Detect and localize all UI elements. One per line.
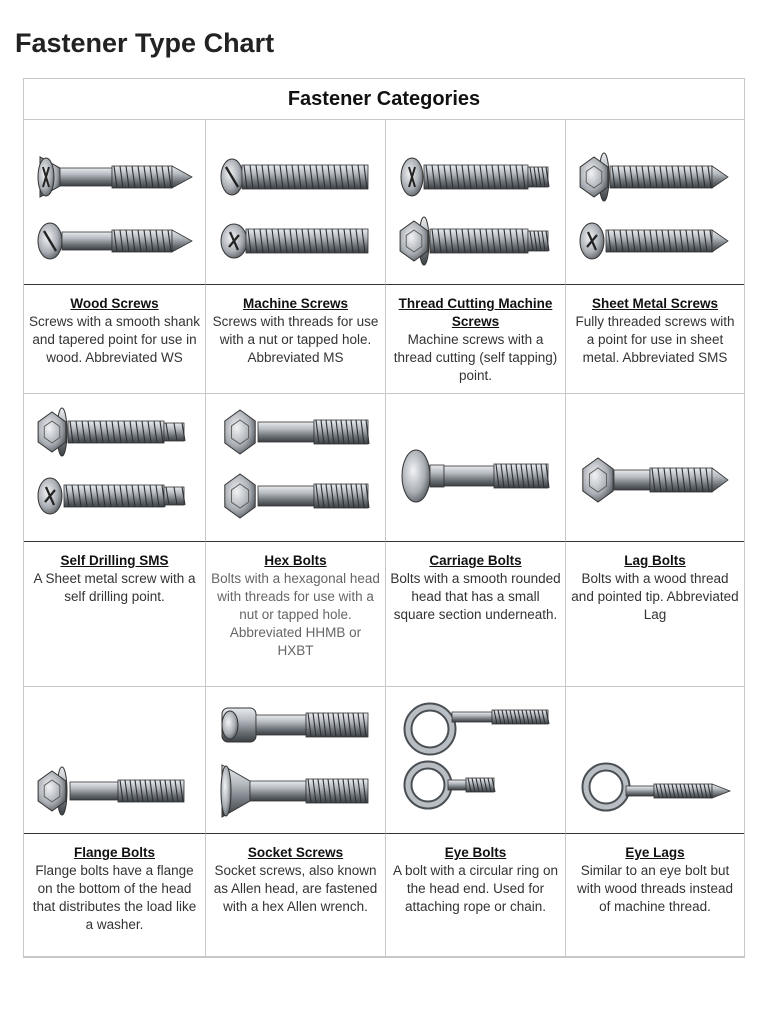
fastener-illustration bbox=[386, 687, 566, 833]
fastener-illustration bbox=[24, 687, 206, 833]
fastener-image-hex-bolts bbox=[206, 394, 386, 541]
fastener-illustration bbox=[566, 687, 744, 833]
fastener-description: Flange bolts have a flange on the bottom of the head that distributes the load like a washer. bbox=[32, 863, 197, 932]
fastener-card bbox=[566, 541, 744, 687]
fastener-description: Bolts with a wood thread and pointed tip. Abbreviated Lag bbox=[571, 571, 739, 622]
table-header: Fastener Categories bbox=[24, 79, 744, 120]
fastener-description: A bolt with a circular ring on the head end. Used for attaching rope or chain. bbox=[392, 863, 559, 914]
fastener-card bbox=[206, 833, 386, 957]
fastener-name: Carriage Bolts bbox=[429, 553, 522, 568]
fastener-illustration bbox=[386, 394, 566, 541]
fastener-image-flange-bolts bbox=[24, 687, 206, 833]
fastener-name: Thread Cutting Machine Screws bbox=[398, 296, 553, 329]
fastener-image-carriage-bolts bbox=[386, 394, 566, 541]
fastener-illustration bbox=[566, 119, 744, 284]
fastener-image-self-drilling-sms bbox=[24, 394, 206, 541]
fastener-name: Flange Bolts bbox=[73, 845, 155, 860]
fastener-grid bbox=[24, 119, 744, 957]
fastener-name: Self Drilling SMS bbox=[60, 553, 169, 568]
fastener-name: Machine Screws bbox=[242, 296, 349, 311]
fastener-name: Eye Bolts bbox=[444, 845, 507, 860]
fastener-name: Eye Lags bbox=[625, 845, 685, 860]
fastener-description: Bolts with a hexagonal head with threads for use with a nut or tapped hole. Abbreviated HHMB or HXBT bbox=[211, 571, 380, 658]
fastener-card bbox=[24, 541, 206, 687]
fastener-description: Similar to an eye bolt but with wood threads instead of machine thread. bbox=[576, 863, 734, 914]
fastener-image-wood-screws bbox=[24, 119, 206, 284]
page-title: Fastener Type Chart bbox=[15, 28, 275, 58]
fastener-image-eye-bolts bbox=[386, 687, 566, 833]
fastener-description: Screws with a smooth shank and tapered point for use in wood. Abbreviated WS bbox=[28, 314, 201, 365]
fastener-description: A Sheet metal screw with a self drilling point. bbox=[33, 571, 196, 604]
fastener-image-machine-screws bbox=[206, 119, 386, 284]
fastener-description: Machine screws with a thread cutting (self tapping) point. bbox=[393, 332, 558, 383]
fastener-name: Wood Screws bbox=[70, 296, 159, 311]
fastener-description: Screws with threads for use with a nut or tapped hole. Abbreviated MS bbox=[212, 314, 379, 365]
fastener-illustration bbox=[24, 394, 206, 541]
fastener-card bbox=[386, 541, 566, 687]
fastener-card bbox=[24, 833, 206, 957]
fastener-name: Sheet Metal Screws bbox=[591, 296, 719, 311]
fastener-name: Hex Bolts bbox=[264, 553, 327, 568]
fastener-name: Socket Screws bbox=[247, 845, 344, 860]
fastener-image-thread-cutting-machine-screws bbox=[386, 119, 566, 284]
fastener-name: Lag Bolts bbox=[624, 553, 686, 568]
fastener-card bbox=[24, 284, 206, 394]
fastener-image-eye-lags bbox=[566, 687, 744, 833]
fastener-illustration bbox=[206, 687, 386, 833]
fastener-card bbox=[566, 284, 744, 394]
fastener-description: Fully threaded screws with a point for use in sheet metal. Abbreviated SMS bbox=[575, 314, 735, 365]
fastener-card bbox=[386, 284, 566, 394]
fastener-image-sheet-metal-screws bbox=[566, 119, 744, 284]
fastener-description: Bolts with a smooth rounded head that has a small square section underneath. bbox=[390, 571, 561, 622]
fastener-illustration bbox=[566, 394, 744, 541]
fastener-chart-table bbox=[23, 78, 745, 958]
fastener-image-socket-screws bbox=[206, 687, 386, 833]
fastener-image-lag-bolts bbox=[566, 394, 744, 541]
fastener-card bbox=[206, 284, 386, 394]
fastener-card bbox=[566, 833, 744, 957]
fastener-card bbox=[206, 541, 386, 687]
fastener-description: Socket screws, also known as Allen head, are fastened with a hex Allen wrench. bbox=[213, 863, 378, 914]
fastener-illustration bbox=[386, 119, 566, 284]
fastener-illustration bbox=[206, 394, 386, 541]
fastener-illustration bbox=[24, 119, 206, 284]
fastener-illustration bbox=[206, 119, 386, 284]
fastener-card bbox=[386, 833, 566, 957]
